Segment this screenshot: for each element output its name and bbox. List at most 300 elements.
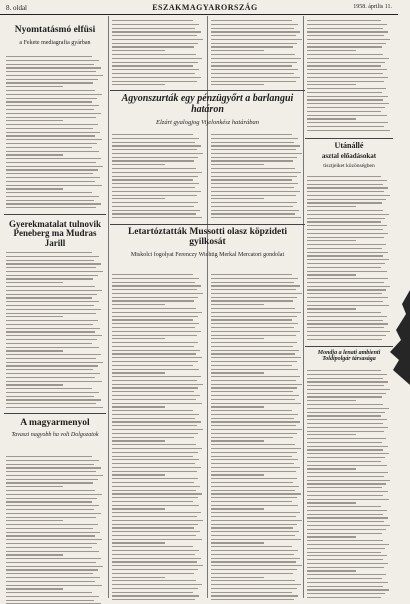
text-line	[307, 536, 356, 537]
text-line	[307, 514, 383, 515]
text-line	[112, 542, 165, 543]
text-line	[112, 65, 193, 66]
text-line	[307, 419, 387, 420]
text-line	[112, 584, 202, 585]
text-line	[211, 168, 295, 169]
text-line	[112, 384, 203, 385]
text-line	[307, 468, 356, 469]
text-line	[307, 84, 356, 85]
text-line	[211, 425, 296, 426]
text-line	[6, 173, 93, 174]
columns-2-3	[110, 16, 305, 598]
text-line	[112, 554, 195, 555]
text-line	[211, 380, 296, 381]
text-line	[211, 304, 264, 305]
text-line	[112, 467, 201, 468]
text-line	[307, 597, 381, 598]
text-line	[307, 255, 383, 256]
text-line	[6, 456, 92, 457]
text-line	[211, 50, 264, 51]
text-line	[307, 408, 389, 409]
text-line	[6, 320, 98, 321]
text-line	[6, 316, 63, 317]
text-line	[211, 561, 296, 562]
text-line	[112, 183, 199, 184]
text-line	[307, 327, 384, 328]
text-line	[307, 502, 356, 503]
text-line	[307, 521, 384, 522]
text-line	[112, 35, 197, 36]
text-line	[211, 73, 294, 74]
text-line	[6, 464, 94, 465]
text-line	[112, 274, 193, 275]
text-line	[112, 516, 197, 517]
text-line	[6, 94, 102, 95]
text-line	[307, 465, 387, 466]
text-line	[112, 452, 198, 453]
text-line	[6, 181, 95, 182]
text-line	[307, 434, 356, 435]
text-line	[211, 444, 295, 445]
text-line	[211, 176, 297, 177]
article-separator	[305, 346, 393, 347]
text-line	[211, 391, 293, 392]
text-line	[211, 24, 298, 25]
text-line	[307, 400, 356, 401]
text-line	[6, 600, 94, 601]
text-line	[112, 490, 196, 491]
text-line	[211, 520, 302, 521]
text-line	[6, 267, 96, 268]
text-line	[112, 187, 195, 188]
text-line	[211, 183, 298, 184]
text-line	[211, 316, 297, 317]
text-line	[6, 343, 92, 344]
text-line	[6, 585, 102, 586]
text-line	[211, 308, 295, 309]
text-line	[112, 191, 201, 192]
text-line	[6, 297, 92, 298]
text-line	[211, 467, 300, 468]
text-line	[211, 69, 298, 70]
text-line	[307, 563, 388, 564]
text-line	[6, 558, 101, 559]
article-7-headline: Mondja a lenati ambienti Toldipolgár társasága	[317, 350, 381, 363]
text-line	[211, 410, 292, 411]
text-line	[112, 69, 199, 70]
text-line	[307, 570, 356, 571]
text-line	[6, 86, 63, 87]
text-line	[307, 62, 385, 63]
text-line	[6, 547, 92, 548]
text-line	[112, 149, 197, 150]
text-line	[112, 54, 196, 55]
text-line	[307, 58, 389, 59]
text-line	[211, 35, 296, 36]
text-line	[6, 482, 93, 483]
text-line	[112, 486, 200, 487]
text-line	[6, 256, 99, 257]
text-line	[211, 28, 294, 29]
text-line	[211, 335, 296, 336]
text-line	[307, 457, 385, 458]
text-line	[211, 300, 293, 301]
text-line	[211, 149, 296, 150]
text-line	[6, 113, 101, 114]
text-line	[211, 497, 297, 498]
text-line	[6, 539, 102, 540]
text-line	[6, 124, 98, 125]
text-line	[307, 423, 383, 424]
text-line	[211, 399, 295, 400]
text-line	[307, 289, 386, 290]
text-line	[211, 569, 297, 570]
text-line	[112, 138, 199, 139]
text-line	[211, 437, 293, 438]
text-line	[6, 313, 96, 314]
text-line	[6, 207, 96, 208]
text-line	[211, 84, 264, 85]
text-line	[211, 372, 264, 373]
text-line	[307, 259, 389, 260]
text-line	[112, 512, 201, 513]
text-line	[211, 319, 292, 320]
text-line	[6, 377, 95, 378]
text-line	[6, 403, 96, 404]
column-1	[4, 16, 106, 598]
text-line	[307, 96, 388, 97]
text-line	[307, 46, 382, 47]
text-line	[6, 67, 101, 68]
text-line	[307, 510, 387, 511]
text-line	[112, 414, 199, 415]
text-line	[112, 433, 198, 434]
column-4-text-top	[307, 20, 391, 132]
text-line	[6, 460, 99, 461]
article-3-subhead: Tavaszi nagyobb ha volt Dolgozatok	[11, 432, 99, 438]
text-line	[6, 328, 100, 329]
text-line	[307, 195, 390, 196]
text-line	[211, 584, 301, 585]
text-line	[6, 109, 94, 110]
text-line	[307, 480, 390, 481]
text-line	[307, 20, 381, 21]
paper-tear	[384, 290, 410, 385]
text-line	[211, 54, 295, 55]
text-line	[211, 448, 301, 449]
text-line	[211, 505, 298, 506]
text-line	[112, 425, 197, 426]
text-line	[307, 461, 381, 462]
text-line	[307, 73, 383, 74]
text-line	[307, 271, 387, 272]
text-line	[211, 278, 298, 279]
text-line	[6, 147, 92, 148]
text-line	[307, 187, 388, 188]
text-line	[6, 498, 97, 499]
article-4-headline: Agyonszurták egy pénzügyőrt a barlangui határon	[121, 93, 294, 115]
text-line	[112, 282, 195, 283]
text-line	[6, 554, 63, 555]
text-line	[211, 421, 300, 422]
text-line	[211, 331, 300, 332]
article-separator	[305, 138, 393, 139]
text-line	[307, 278, 388, 279]
text-line	[6, 286, 95, 287]
text-line	[211, 179, 292, 180]
text-line	[112, 448, 202, 449]
text-line	[112, 145, 201, 146]
article-7-body	[307, 370, 391, 598]
text-line	[6, 177, 100, 178]
text-line	[211, 198, 264, 199]
text-line	[307, 389, 390, 390]
text-line	[112, 157, 198, 158]
lead-text-right	[211, 20, 303, 88]
text-line	[307, 582, 388, 583]
article-6-body	[307, 176, 391, 342]
header-rule	[0, 14, 398, 15]
text-line	[6, 471, 96, 472]
text-line	[307, 248, 382, 249]
text-line	[6, 75, 103, 76]
text-line	[112, 376, 201, 377]
text-line	[211, 58, 301, 59]
text-line	[112, 380, 197, 381]
text-line	[112, 421, 201, 422]
text-line	[112, 338, 165, 339]
text-line	[211, 524, 297, 525]
text-line	[211, 471, 296, 472]
article-2-body	[6, 252, 104, 408]
text-line	[307, 24, 387, 25]
text-line	[307, 126, 384, 127]
text-line	[307, 533, 382, 534]
text-line	[112, 46, 194, 47]
text-line	[6, 490, 95, 491]
text-line	[211, 508, 264, 509]
text-line	[307, 567, 384, 568]
text-line	[6, 479, 98, 480]
text-line	[307, 191, 384, 192]
text-line	[211, 210, 299, 211]
text-line	[211, 217, 301, 218]
text-line	[112, 493, 202, 494]
text-line	[112, 588, 198, 589]
text-line	[307, 107, 385, 108]
text-line	[112, 437, 194, 438]
text-line	[6, 56, 92, 57]
text-line	[307, 252, 388, 253]
text-line	[307, 339, 382, 340]
text-line	[6, 517, 96, 518]
text-line	[307, 233, 388, 234]
article-4-body-left	[112, 134, 204, 220]
article-6-subhead: tisztjeiket közönségben	[323, 163, 375, 169]
text-line	[211, 531, 299, 532]
text-line	[211, 501, 292, 502]
text-line	[112, 142, 195, 143]
text-line	[307, 115, 387, 116]
text-line	[6, 64, 94, 65]
text-line	[211, 62, 297, 63]
text-line	[6, 71, 96, 72]
text-line	[307, 525, 390, 526]
text-line	[307, 540, 383, 541]
text-line	[6, 407, 103, 408]
text-line	[211, 46, 293, 47]
text-line	[112, 524, 198, 525]
text-line	[6, 82, 93, 83]
text-line	[211, 187, 294, 188]
text-line	[211, 365, 292, 366]
text-line	[211, 592, 292, 593]
text-line	[307, 35, 384, 36]
text-line	[112, 195, 197, 196]
text-line	[112, 160, 194, 161]
text-line	[112, 361, 198, 362]
text-line	[6, 513, 101, 514]
text-line	[307, 214, 389, 215]
text-line	[112, 319, 193, 320]
text-line	[112, 50, 165, 51]
text-line	[112, 577, 165, 578]
page-number: 8. oldal	[6, 4, 27, 12]
article-separator	[110, 90, 305, 91]
text-line	[211, 142, 294, 143]
text-line	[6, 158, 101, 159]
text-line	[307, 415, 381, 416]
text-line	[6, 192, 92, 193]
text-line	[112, 300, 194, 301]
text-line	[112, 595, 199, 596]
text-line	[307, 88, 386, 89]
text-line	[211, 573, 293, 574]
text-line	[211, 369, 298, 370]
text-line	[6, 396, 94, 397]
text-line	[307, 393, 386, 394]
text-line	[6, 505, 99, 506]
text-line	[307, 385, 384, 386]
text-line	[307, 218, 385, 219]
text-line	[307, 176, 381, 177]
text-line	[211, 206, 293, 207]
text-line	[6, 543, 97, 544]
text-line	[6, 290, 102, 291]
text-line	[6, 532, 100, 533]
text-line	[112, 580, 196, 581]
text-line	[307, 225, 387, 226]
text-line	[112, 81, 197, 82]
text-line	[6, 562, 96, 563]
text-line	[6, 331, 95, 332]
text-line	[307, 229, 383, 230]
text-line	[211, 384, 302, 385]
text-line	[307, 552, 381, 553]
text-line	[307, 544, 389, 545]
text-line	[6, 271, 103, 272]
text-line	[6, 90, 95, 91]
text-line	[307, 103, 389, 104]
text-line	[6, 358, 96, 359]
text-line	[6, 128, 93, 129]
text-line	[6, 347, 99, 348]
text-line	[211, 486, 299, 487]
text-line	[307, 559, 383, 560]
text-line	[211, 558, 300, 559]
text-line	[307, 111, 381, 112]
text-line	[112, 304, 165, 305]
text-line	[211, 323, 298, 324]
text-line	[112, 316, 198, 317]
text-line	[112, 327, 195, 328]
article-6-headline-2: asztal előadásokat	[321, 152, 377, 160]
text-line	[307, 555, 387, 556]
text-line	[307, 495, 383, 496]
text-line	[307, 396, 382, 397]
text-line	[6, 339, 97, 340]
text-line	[307, 586, 383, 587]
text-line	[112, 403, 202, 404]
text-line	[307, 312, 381, 313]
text-line	[211, 535, 295, 536]
text-line	[307, 282, 384, 283]
text-line	[307, 483, 386, 484]
text-line	[307, 301, 383, 302]
text-line	[112, 471, 197, 472]
text-line	[112, 176, 198, 177]
text-line	[211, 512, 300, 513]
text-line	[112, 342, 198, 343]
text-line	[6, 101, 92, 102]
text-line	[211, 580, 295, 581]
text-line	[112, 77, 201, 78]
text-line	[211, 577, 264, 578]
text-line	[211, 134, 292, 135]
text-line	[211, 353, 295, 354]
text-line	[112, 365, 193, 366]
text-line	[211, 350, 299, 351]
text-line	[6, 475, 103, 476]
text-line	[112, 20, 193, 21]
text-line	[6, 569, 98, 570]
text-line	[112, 387, 198, 388]
text-line	[112, 459, 199, 460]
text-line	[112, 297, 198, 298]
text-line	[112, 357, 202, 358]
text-line	[112, 561, 197, 562]
text-line	[211, 482, 293, 483]
issue-date: 1958. április 11.	[353, 4, 392, 10]
text-line	[6, 203, 101, 204]
text-line	[112, 43, 198, 44]
lead-text-left	[112, 20, 204, 88]
text-line	[6, 151, 99, 152]
text-line	[112, 31, 201, 32]
text-line	[6, 185, 102, 186]
text-line	[307, 453, 389, 454]
text-line	[112, 592, 193, 593]
text-line	[112, 28, 195, 29]
text-line	[307, 43, 386, 44]
text-line	[112, 293, 203, 294]
text-line	[6, 528, 93, 529]
text-line	[6, 294, 97, 295]
text-line	[307, 263, 385, 264]
text-line	[112, 482, 194, 483]
text-line	[6, 301, 99, 302]
text-line	[6, 551, 99, 552]
